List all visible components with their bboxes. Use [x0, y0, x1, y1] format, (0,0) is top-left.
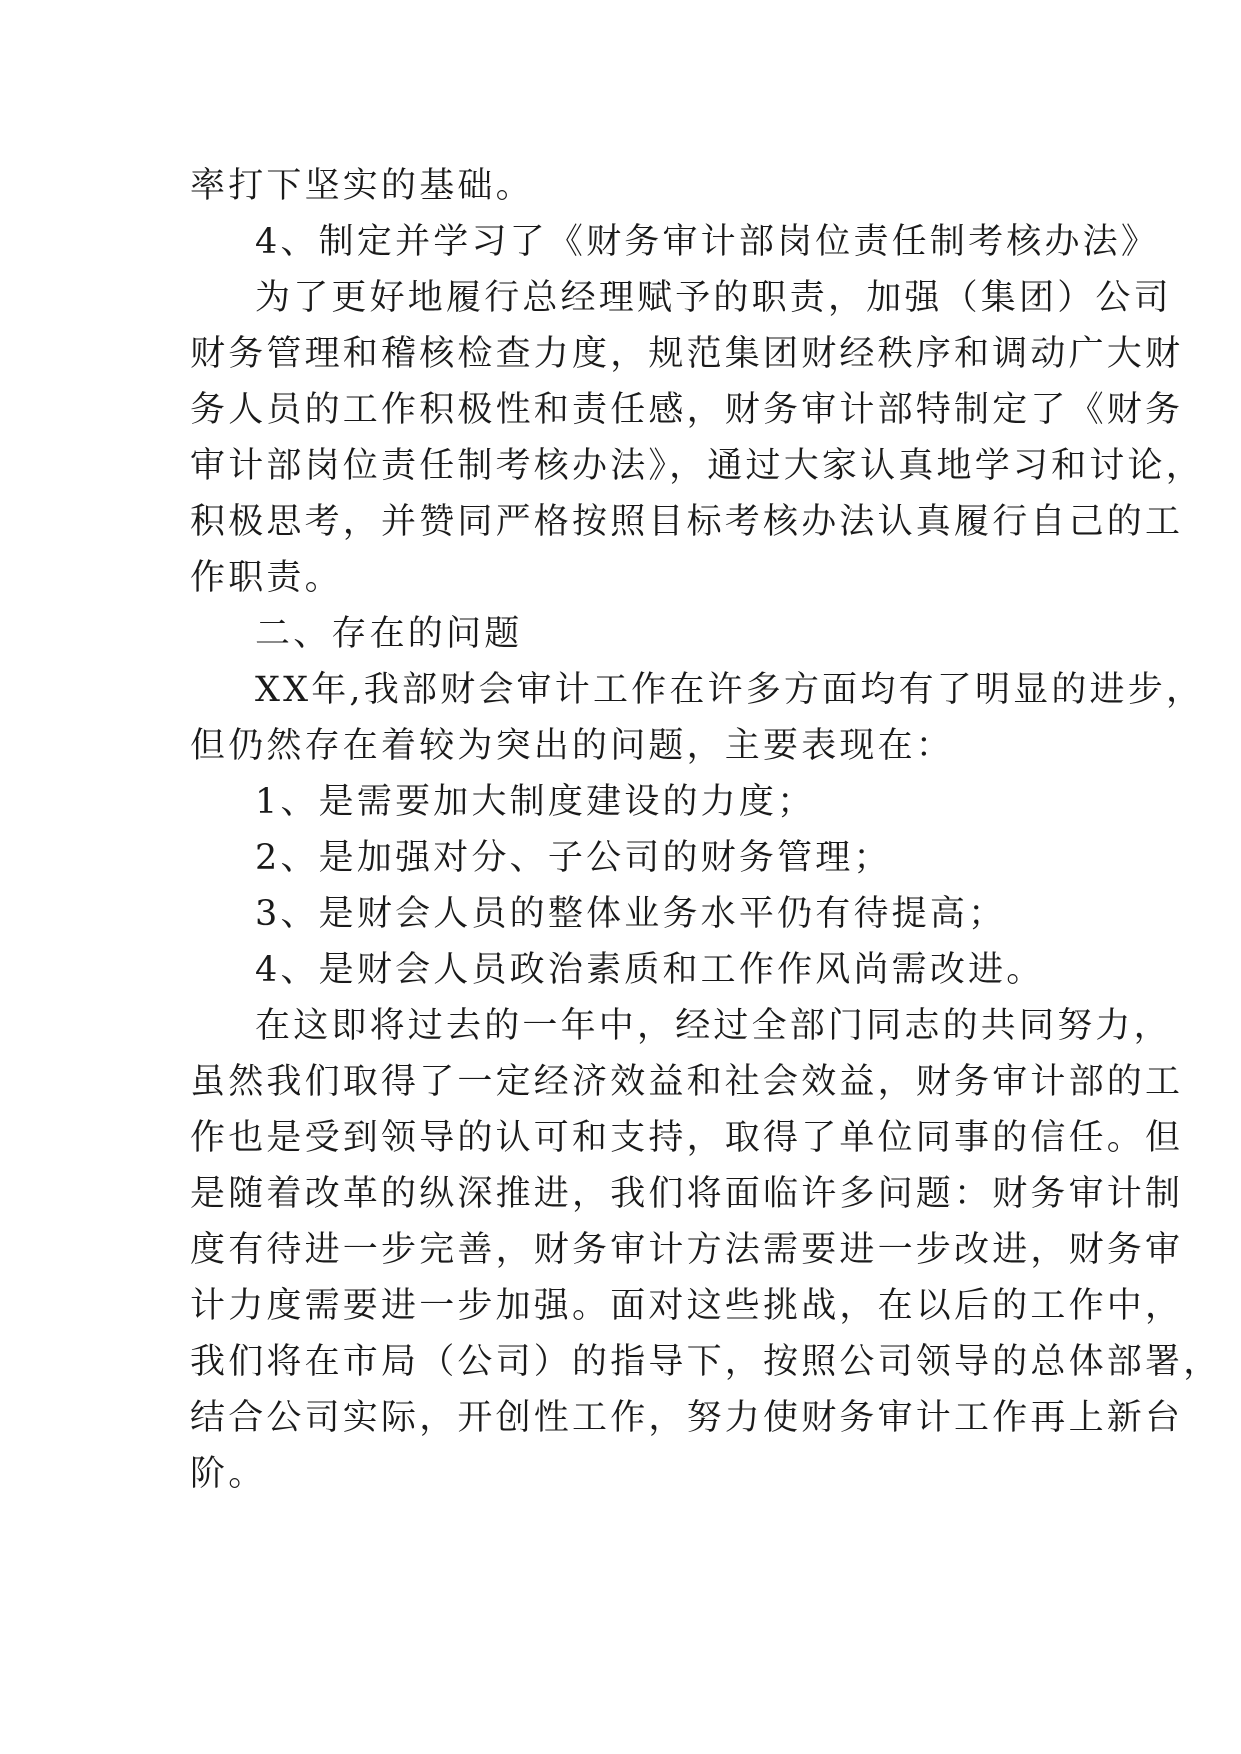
text-line: 在这即将过去的一年中，经过全部门同志的共同努力，: [255, 1006, 1172, 1046]
text-line: 但仍然存在着较为突出的问题，主要表现在：: [190, 726, 955, 766]
list-item: 2、是加强对分、子公司的财务管理；: [255, 838, 892, 878]
list-item: 1、是需要加大制度建设的力度；: [255, 782, 816, 822]
text-line: 作也是受到领导的认可和支持，取得了单位同事的信任。但: [190, 1118, 1184, 1158]
text-line: 作职责。: [190, 558, 343, 598]
list-item: 3、是财会人员的整体业务水平仍有待提高；: [255, 894, 1007, 934]
text-line: 是随着改革的纵深推进，我们将面临许多问题：财务审计制: [190, 1174, 1184, 1214]
list-item: 4、是财会人员政治素质和工作作风尚需改进。: [255, 950, 1045, 990]
text-line: 虽然我们取得了一定经济效益和社会效益，财务审计部的工: [190, 1062, 1184, 1102]
text-line: 积极思考，并赞同严格按照目标考核办法认真履行自己的工: [190, 502, 1184, 542]
section-heading: 4、制定并学习了《财务审计部岗位责任制考核办法》: [255, 222, 1160, 262]
text-line: 结合公司实际，开创性工作，努力使财务审计工作再上新台: [190, 1398, 1184, 1438]
text-line: 阶。: [190, 1454, 267, 1494]
text-line: 率打下坚实的基础。: [190, 166, 534, 206]
text-line: 审计部岗位责任制考核办法》，通过大家认真地学习和讨论，: [190, 446, 1204, 486]
text-line: 计力度需要进一步加强。面对这些挑战，在以后的工作中，: [190, 1286, 1184, 1326]
text-line: 务人员的工作积极性和责任感，财务审计部特制定了《财务: [190, 390, 1184, 430]
text-line: XX年,我部财会审计工作在许多方面均有了明显的进步，: [255, 670, 1205, 710]
text-line: 为了更好地履行总经理赋予的职责，加强（集团）公司: [255, 278, 1172, 318]
text-line: 我们将在市局（公司）的指导下，按照公司领导的总体部署，: [190, 1342, 1222, 1382]
text-line: 度有待进一步完善，财务审计方法需要进一步改进，财务审: [190, 1230, 1184, 1270]
text-line: 财务管理和稽核检查力度，规范集团财经秩序和调动广大财: [190, 334, 1184, 374]
section-heading: 二、存在的问题: [255, 614, 523, 654]
